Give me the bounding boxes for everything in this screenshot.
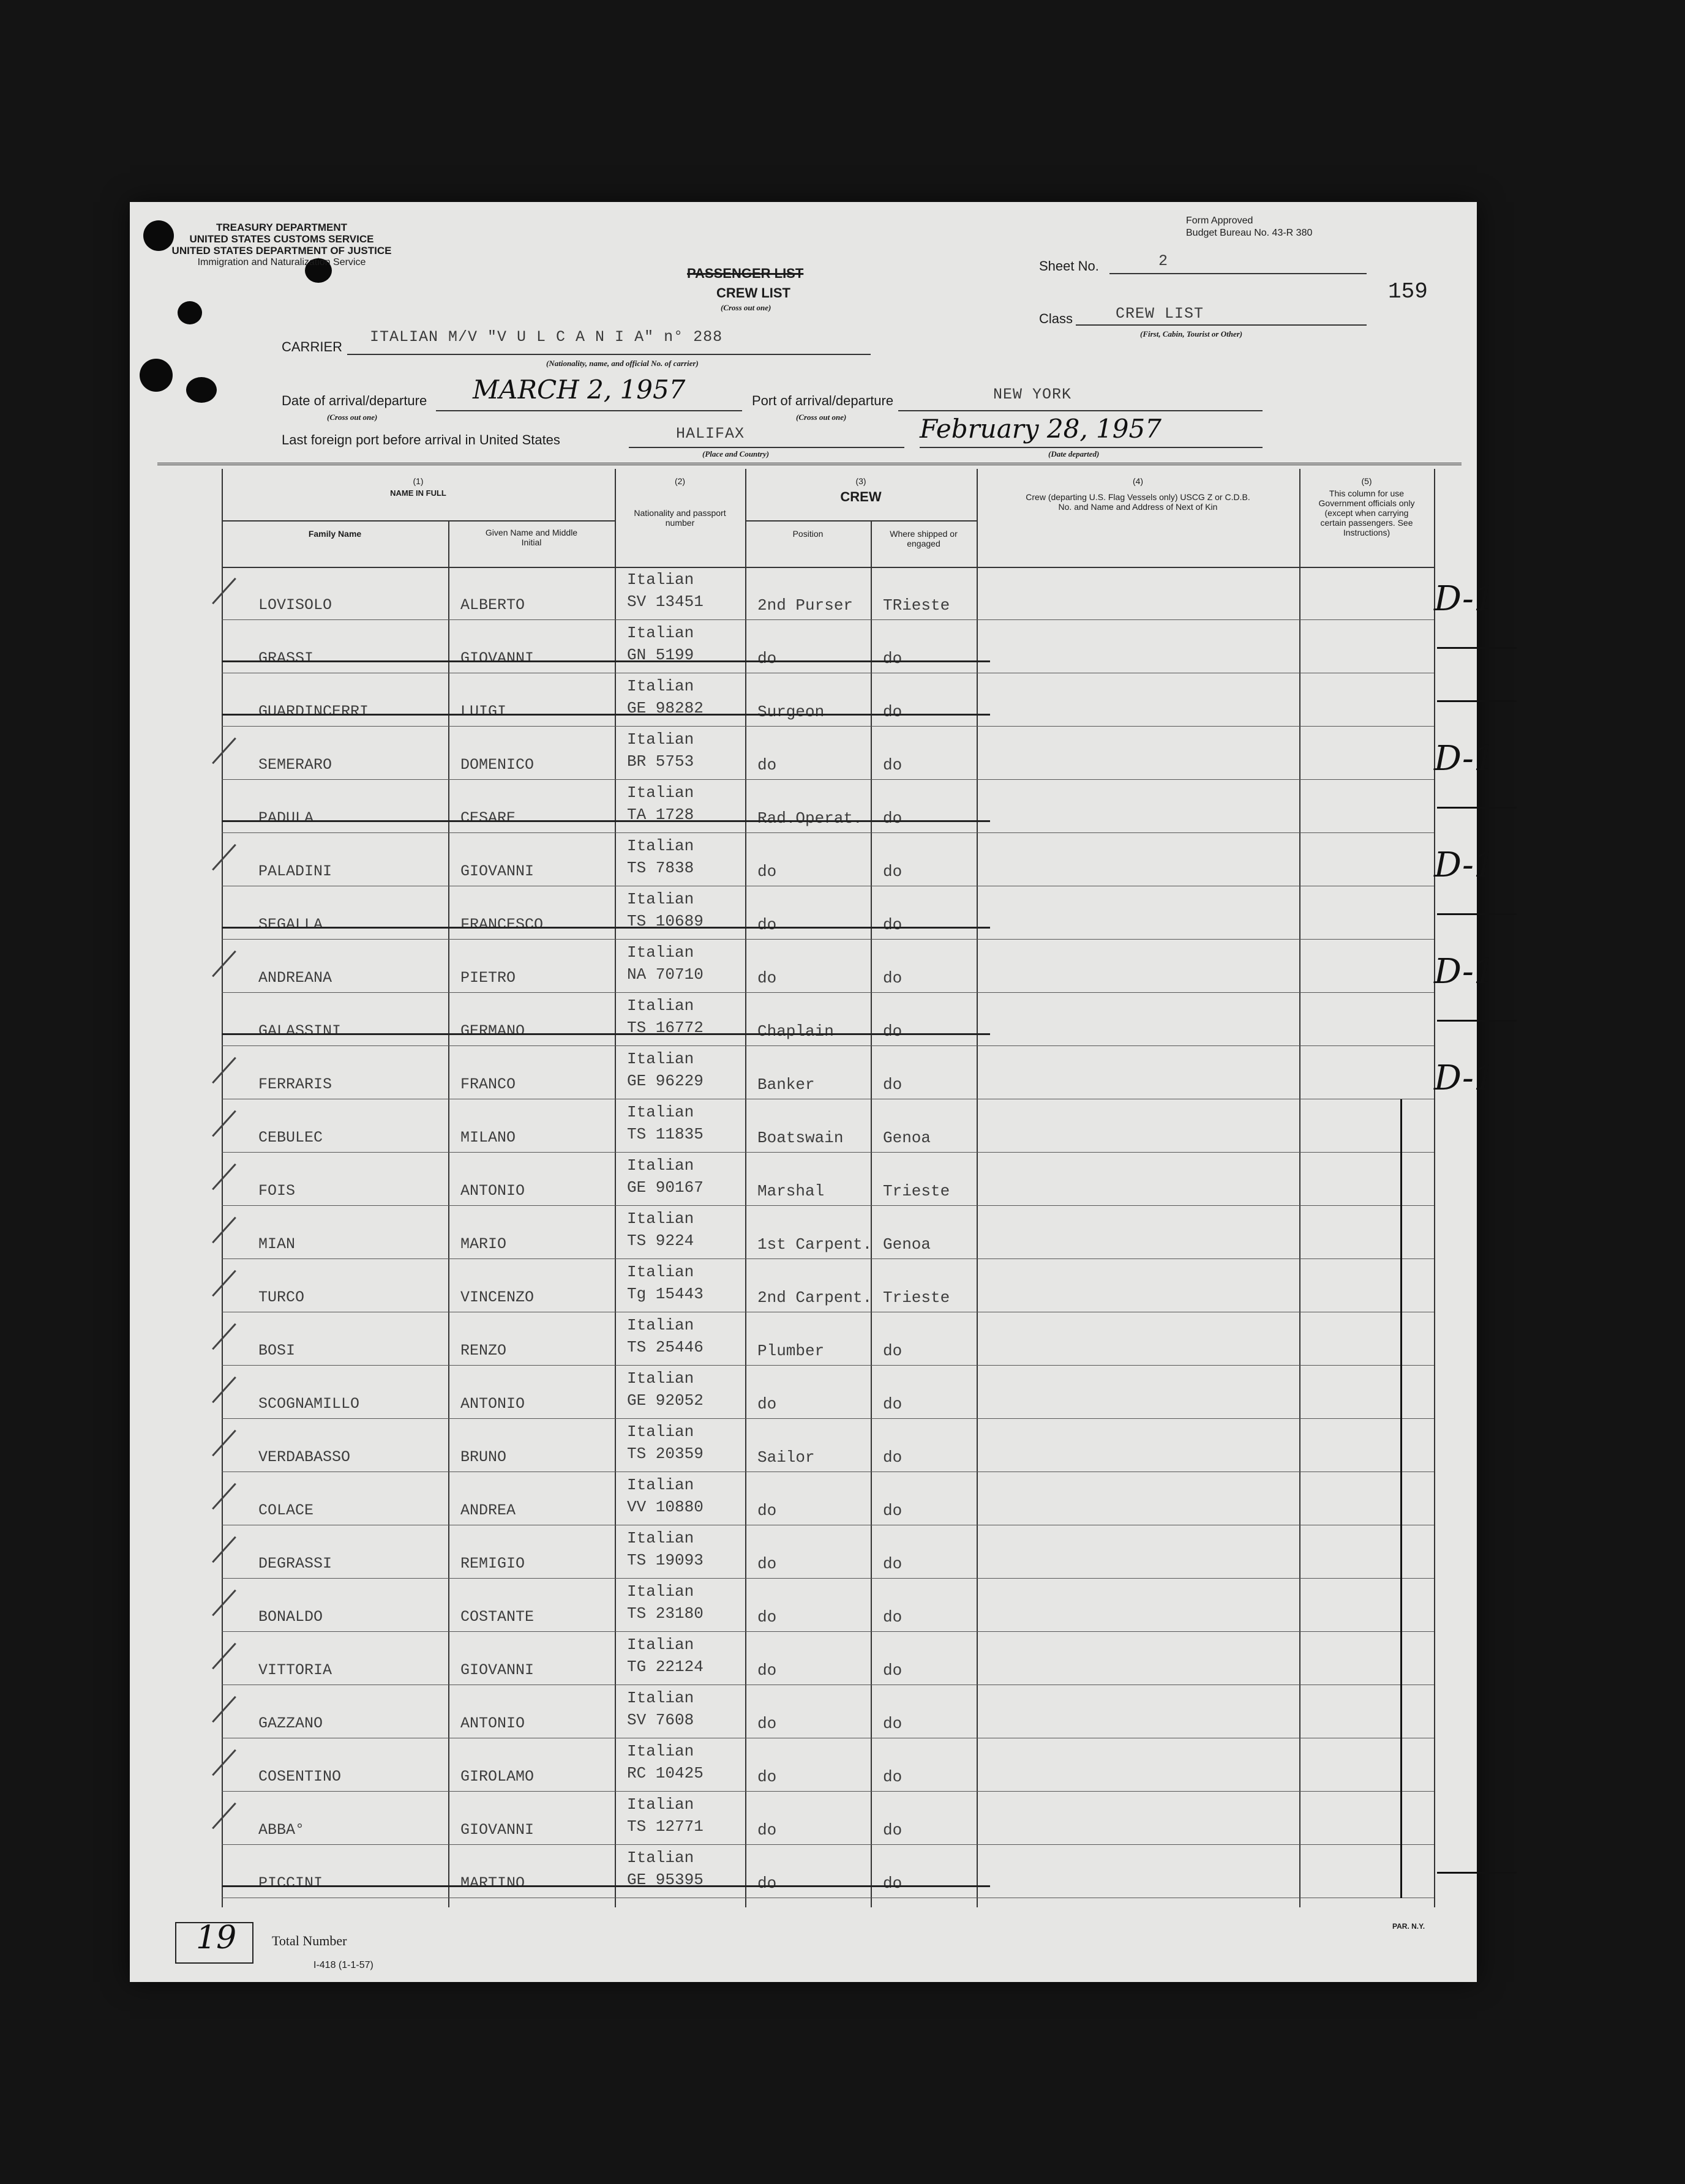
page-number: 159 <box>1388 279 1428 304</box>
where-shipped-cell: Genoa <box>883 1235 931 1254</box>
nationality-cell: Italian <box>627 677 694 695</box>
department-header <box>165 222 398 268</box>
given-name-cell: ANTONIO <box>460 1715 525 1732</box>
position-cell: do <box>757 916 777 934</box>
table-row <box>222 620 1434 673</box>
official-dash <box>1437 913 1517 915</box>
strike-line <box>222 714 990 716</box>
nationality-cell: Italian <box>627 1263 694 1281</box>
crew-list-form <box>130 202 1496 1982</box>
check-mark <box>212 951 236 978</box>
given-name-cell: GIROLAMO <box>460 1768 535 1786</box>
passport-cell: TS 10689 <box>627 912 704 930</box>
given-name-cell: MARIO <box>460 1235 507 1253</box>
passenger-list-title: PASSENGER LIST <box>687 266 804 281</box>
nationality-cell: Italian <box>627 1476 694 1494</box>
check-mark <box>212 1270 236 1297</box>
official-dash <box>1437 1020 1517 1022</box>
printer-mark: PAR. N.Y. <box>1392 1922 1425 1931</box>
position-cell: do <box>757 1715 777 1733</box>
col1-family-header: Family Name <box>308 529 362 539</box>
check-mark <box>212 1164 236 1191</box>
nationality-cell: Italian <box>627 730 694 749</box>
table-row <box>222 673 1434 727</box>
table-row <box>222 567 1496 620</box>
official-column-line <box>1400 1099 1402 1898</box>
dept-line: UNITED STATES CUSTOMS SERVICE <box>189 233 374 245</box>
family-name-cell: PADULA <box>258 809 314 827</box>
given-name-cell: ANTONIO <box>460 1395 525 1413</box>
table-row <box>222 780 1434 833</box>
check-mark <box>212 1749 236 1776</box>
check-mark <box>212 1377 236 1404</box>
family-name-cell: FERRARIS <box>258 1075 332 1093</box>
table-row <box>222 1099 1434 1153</box>
punch-hole <box>178 301 202 324</box>
nationality-cell: Italian <box>627 1529 694 1547</box>
check-mark <box>212 1643 236 1670</box>
given-name-cell: COSTANTE <box>460 1608 535 1626</box>
nationality-cell: Italian <box>627 624 694 642</box>
where-shipped-cell: do <box>883 916 903 934</box>
where-shipped-cell: do <box>883 1661 903 1680</box>
table-row <box>222 727 1496 780</box>
where-shipped-cell: do <box>883 756 903 774</box>
table-row <box>222 940 1496 993</box>
passport-cell: GE 98282 <box>627 699 704 717</box>
check-mark <box>212 1057 236 1084</box>
header-rule <box>157 463 1462 465</box>
check-mark <box>212 1590 236 1617</box>
passport-cell: TS 23180 <box>627 1604 704 1623</box>
passport-cell: TS 7838 <box>627 859 694 877</box>
nationality-cell: Italian <box>627 1050 694 1068</box>
position-cell: do <box>757 1502 777 1520</box>
where-shipped-cell: do <box>883 1768 903 1786</box>
table-row <box>222 1366 1434 1419</box>
nationality-cell: Italian <box>627 1849 694 1867</box>
nationality-cell: Italian <box>627 1423 694 1441</box>
passport-cell: RC 10425 <box>627 1764 704 1782</box>
where-shipped-cell: do <box>883 1608 903 1626</box>
given-name-cell: BRUNO <box>460 1448 507 1466</box>
nationality-cell: Italian <box>627 943 694 962</box>
dept-line: Immigration and Naturalization Service <box>197 257 366 267</box>
given-name-cell: ALBERTO <box>460 596 525 614</box>
position-cell: Boatswain <box>757 1129 844 1147</box>
family-name-cell: GAZZANO <box>258 1715 323 1732</box>
check-mark <box>212 1803 236 1830</box>
family-name-cell: GUARDINCERRI <box>258 703 369 720</box>
table-row <box>222 1525 1434 1579</box>
carrier-underline <box>347 354 871 355</box>
passport-cell: GN 5199 <box>627 646 694 664</box>
family-name-cell: GRASSI <box>258 649 314 667</box>
nationality-cell: Italian <box>627 1210 694 1228</box>
table-row <box>222 886 1434 940</box>
position-cell: do <box>757 1768 777 1786</box>
form-number: I-418 (1-1-57) <box>313 1960 373 1970</box>
table-row <box>222 1312 1434 1366</box>
table-row <box>222 1632 1434 1685</box>
table-row <box>222 1738 1434 1792</box>
table-row <box>222 1579 1434 1632</box>
position-cell: Surgeon <box>757 703 825 721</box>
position-cell: 2nd Purser <box>757 596 854 615</box>
class-label: Class <box>1039 311 1073 326</box>
sheet-value: 2 <box>1158 252 1169 270</box>
position-cell: Chaplain <box>757 1022 834 1041</box>
position-cell: do <box>757 1874 777 1893</box>
given-name-cell: GIOVANNI <box>460 649 535 667</box>
budget-bureau: Budget Bureau No. 43-R 380 <box>1186 228 1313 238</box>
table-row <box>222 833 1496 886</box>
col1-title: NAME IN FULL <box>390 488 446 498</box>
col3-position-header: Position <box>792 529 824 539</box>
check-mark <box>212 578 236 605</box>
given-name-cell: PIETRO <box>460 969 516 987</box>
given-name-cell: RENZO <box>460 1342 507 1359</box>
position-cell: do <box>757 1661 777 1680</box>
col3-title: CREW <box>840 489 882 504</box>
nationality-cell: Italian <box>627 890 694 908</box>
official-dash <box>1437 1872 1517 1874</box>
where-shipped-cell: do <box>883 1715 903 1733</box>
check-mark <box>212 1217 236 1244</box>
col2-title: Nationality and passport number <box>634 508 726 528</box>
crew-list-title: CREW LIST <box>716 285 790 301</box>
form-approved: Form Approved <box>1186 215 1253 226</box>
nationality-cell: Italian <box>627 1742 694 1760</box>
where-shipped-cell: do <box>883 1874 903 1893</box>
position-cell: do <box>757 1608 777 1626</box>
position-cell: 2nd Carpent. <box>757 1288 873 1307</box>
family-name-cell: FOIS <box>258 1182 296 1200</box>
passport-cell: TG 22124 <box>627 1658 704 1676</box>
total-count: 19 <box>196 1920 237 1956</box>
position-cell: Rad.Operat. <box>757 809 863 828</box>
family-name-cell: COLACE <box>258 1502 314 1519</box>
where-shipped-cell: do <box>883 969 903 987</box>
given-name-cell: GERMANO <box>460 1022 525 1040</box>
passport-cell: TS 11835 <box>627 1125 704 1143</box>
strike-line <box>222 1033 990 1035</box>
punch-hole <box>186 377 217 403</box>
sheet-underline <box>1109 273 1367 274</box>
given-name-cell: DOMENICO <box>460 756 535 774</box>
col5-number: (5) <box>1361 476 1372 486</box>
arrival-date-label: Date of arrival/departure <box>282 393 427 408</box>
check-mark <box>212 1323 236 1350</box>
check-mark <box>212 1536 236 1563</box>
total-label: Total Number <box>272 1933 347 1948</box>
check-mark <box>212 1483 236 1510</box>
table-row <box>222 1046 1496 1099</box>
official-remark: D-1 <box>1434 579 1496 619</box>
passport-cell: TS 16772 <box>627 1019 704 1037</box>
carrier-label: CARRIER <box>282 339 343 354</box>
family-name-cell: MIAN <box>258 1235 296 1253</box>
col3-where-header: Where shipped or engaged <box>890 529 958 548</box>
where-shipped-cell: TRieste <box>883 596 950 615</box>
arrival-date-value: MARCH 2, 1957 <box>473 375 686 405</box>
col4-title: Crew (departing U.S. Flag Vessels only) USCG Z or C.D.B. No. and Name and Address of Next of Kin <box>1026 492 1250 512</box>
where-shipped-cell: do <box>883 1075 903 1094</box>
where-shipped-cell: do <box>883 1555 903 1573</box>
dept-line: TREASURY DEPARTMENT <box>216 222 348 233</box>
nationality-cell: Italian <box>627 1316 694 1334</box>
last-port-underline <box>629 447 904 448</box>
arrival-date-note: (Cross out one) <box>327 413 378 422</box>
where-shipped-cell: Genoa <box>883 1129 931 1147</box>
given-name-cell: GIOVANNI <box>460 1661 535 1679</box>
position-cell: do <box>757 969 777 987</box>
where-shipped-cell: Trieste <box>883 1182 950 1200</box>
table-row <box>222 1792 1434 1845</box>
where-shipped-cell: do <box>883 862 903 881</box>
nationality-cell: Italian <box>627 783 694 802</box>
table-row <box>222 1845 1434 1898</box>
family-name-cell: DEGRASSI <box>258 1555 332 1573</box>
passport-cell: GE 95395 <box>627 1871 704 1889</box>
check-mark <box>212 1430 236 1457</box>
nationality-cell: Italian <box>627 1795 694 1814</box>
arrival-port-value: NEW YORK <box>993 386 1072 403</box>
col5-title: This column for use Government officials only (except when carrying certain passengers. See Instructions) <box>1318 488 1415 537</box>
strike-line <box>222 660 990 662</box>
family-name-cell: LOVISOLO <box>258 596 332 614</box>
table-row <box>222 1206 1434 1259</box>
col-header-mid <box>745 520 977 522</box>
passport-cell: GE 92052 <box>627 1391 704 1410</box>
table-row <box>222 1685 1434 1738</box>
dept-line: UNITED STATES DEPARTMENT OF JUSTICE <box>171 245 392 256</box>
col1-given-header: Given Name and Middle Initial <box>485 528 578 547</box>
sheet-label: Sheet No. <box>1039 258 1099 274</box>
last-port-value: HALIFAX <box>676 425 745 443</box>
nationality-cell: Italian <box>627 997 694 1015</box>
passport-cell: TS 9224 <box>627 1232 694 1250</box>
where-shipped-cell: do <box>883 1022 903 1041</box>
passport-cell: GE 96229 <box>627 1072 704 1090</box>
place-country-note: (Place and Country) <box>702 449 770 458</box>
class-underline <box>1076 324 1367 326</box>
table-row <box>222 1153 1434 1206</box>
family-name-cell: CEBULEC <box>258 1129 323 1146</box>
passport-cell: TS 20359 <box>627 1445 704 1463</box>
family-name-cell: COSENTINO <box>258 1768 342 1786</box>
position-cell: do <box>757 756 777 774</box>
position-cell: 1st Carpent. <box>757 1235 873 1254</box>
strike-line <box>222 927 990 929</box>
given-name-cell: REMIGIO <box>460 1555 525 1573</box>
passport-cell: SV 13451 <box>627 593 704 611</box>
family-name-cell: PALADINI <box>258 862 332 880</box>
official-dash <box>1437 700 1517 702</box>
arrival-date-underline <box>436 410 742 411</box>
where-shipped-cell: do <box>883 1821 903 1839</box>
family-name-cell: BOSI <box>258 1342 296 1359</box>
date-departed-note: (Date departed) <box>1048 449 1100 458</box>
position-cell: do <box>757 649 777 668</box>
position-cell: Banker <box>757 1075 815 1094</box>
col3-number: (3) <box>855 476 866 486</box>
given-name-cell: FRANCO <box>460 1075 516 1093</box>
official-remark: D-1 <box>1434 739 1496 779</box>
carrier-note: (Nationality, name, and official No. of carrier) <box>546 359 699 368</box>
last-port-label: Last foreign port before arrival in United States <box>282 432 560 447</box>
table-row <box>222 993 1434 1046</box>
where-shipped-cell: Trieste <box>883 1288 950 1307</box>
official-remark: D-1 <box>1434 845 1496 885</box>
nationality-cell: Italian <box>627 837 694 855</box>
given-name-cell: VINCENZO <box>460 1288 535 1306</box>
col-divider <box>1434 469 1435 1907</box>
carrier-value: ITALIAN M/V "V U L C A N I A" n° 288 <box>370 328 723 346</box>
passport-cell: TS 25446 <box>627 1338 704 1356</box>
passport-cell: TA 1728 <box>627 806 694 824</box>
nationality-cell: Italian <box>627 1369 694 1388</box>
passport-cell: VV 10880 <box>627 1498 704 1516</box>
passport-cell: BR 5753 <box>627 752 694 771</box>
family-name-cell: BONALDO <box>258 1608 323 1626</box>
where-shipped-cell: do <box>883 1502 903 1520</box>
position-cell: do <box>757 1555 777 1573</box>
given-name-cell: CESARE <box>460 809 516 827</box>
family-name-cell: ANDREANA <box>258 969 332 987</box>
strike-line <box>222 820 990 822</box>
table-row <box>222 1259 1434 1312</box>
family-name-cell: GALASSINI <box>258 1022 342 1040</box>
official-remark: D-1 <box>1434 952 1496 992</box>
strike-line <box>222 1885 990 1887</box>
cross-out-note: (Cross out one) <box>721 303 771 312</box>
date-departed-value: February 28, 1957 <box>920 414 1161 444</box>
where-shipped-cell: do <box>883 809 903 828</box>
passport-cell: GE 90167 <box>627 1178 704 1197</box>
nationality-cell: Italian <box>627 1582 694 1601</box>
given-name-cell: ANTONIO <box>460 1182 525 1200</box>
family-name-cell: VERDABASSO <box>258 1448 351 1466</box>
position-cell: do <box>757 1821 777 1839</box>
col1-number: (1) <box>413 476 424 486</box>
table-row <box>222 1472 1434 1525</box>
official-remark: D-1 <box>1434 1058 1496 1098</box>
where-shipped-cell: do <box>883 1395 903 1413</box>
official-dash <box>1437 807 1517 809</box>
given-name-cell: LUIGI <box>460 703 507 720</box>
where-shipped-cell: do <box>883 649 903 668</box>
col-header-mid <box>222 520 615 522</box>
given-name-cell: GIOVANNI <box>460 1821 535 1839</box>
punch-hole <box>140 359 173 392</box>
family-name-cell: VITTORIA <box>258 1661 332 1679</box>
class-note: (First, Cabin, Tourist or Other) <box>1140 329 1243 338</box>
family-name-cell: SCOGNAMILLO <box>258 1395 360 1413</box>
where-shipped-cell: do <box>883 1448 903 1467</box>
position-cell: do <box>757 1395 777 1413</box>
passport-cell: NA 70710 <box>627 965 704 984</box>
family-name-cell: ABBA° <box>258 1821 305 1839</box>
position-cell: Marshal <box>757 1182 825 1200</box>
check-mark <box>212 844 236 871</box>
arrival-port-label: Port of arrival/departure <box>752 393 894 408</box>
official-dash <box>1437 647 1517 649</box>
given-name-cell: GIOVANNI <box>460 862 535 880</box>
nationality-cell: Italian <box>627 1636 694 1654</box>
class-value: CREW LIST <box>1116 305 1204 323</box>
date-departed-underline <box>920 447 1263 448</box>
where-shipped-cell: do <box>883 703 903 721</box>
passport-cell: Tg 15443 <box>627 1285 704 1303</box>
position-cell: Plumber <box>757 1342 825 1360</box>
family-name-cell: TURCO <box>258 1288 305 1306</box>
check-mark <box>212 1696 236 1723</box>
passport-cell: TS 19093 <box>627 1551 704 1569</box>
table-row <box>222 1419 1434 1472</box>
given-name-cell: MARTINO <box>460 1874 525 1892</box>
col2-number: (2) <box>674 476 686 486</box>
nationality-cell: Italian <box>627 1156 694 1175</box>
arrival-port-note: (Cross out one) <box>796 413 847 422</box>
nationality-cell: Italian <box>627 1103 694 1121</box>
position-cell: Sailor <box>757 1448 815 1467</box>
family-name-cell: SEMERARO <box>258 756 332 774</box>
passport-cell: SV 7608 <box>627 1711 694 1729</box>
arrival-port-underline <box>898 410 1263 411</box>
position-cell: do <box>757 862 777 881</box>
given-name-cell: MILANO <box>460 1129 516 1146</box>
given-name-cell: FRANCESCO <box>460 916 544 933</box>
passport-cell: TS 12771 <box>627 1817 704 1836</box>
given-name-cell: ANDREA <box>460 1502 516 1519</box>
family-name-cell: PICCINI <box>258 1874 323 1892</box>
where-shipped-cell: do <box>883 1342 903 1360</box>
nationality-cell: Italian <box>627 570 694 589</box>
check-mark <box>212 738 236 765</box>
check-mark <box>212 1110 236 1137</box>
nationality-cell: Italian <box>627 1689 694 1707</box>
col4-number: (4) <box>1132 476 1144 486</box>
family-name-cell: SEGALLA <box>258 916 323 933</box>
